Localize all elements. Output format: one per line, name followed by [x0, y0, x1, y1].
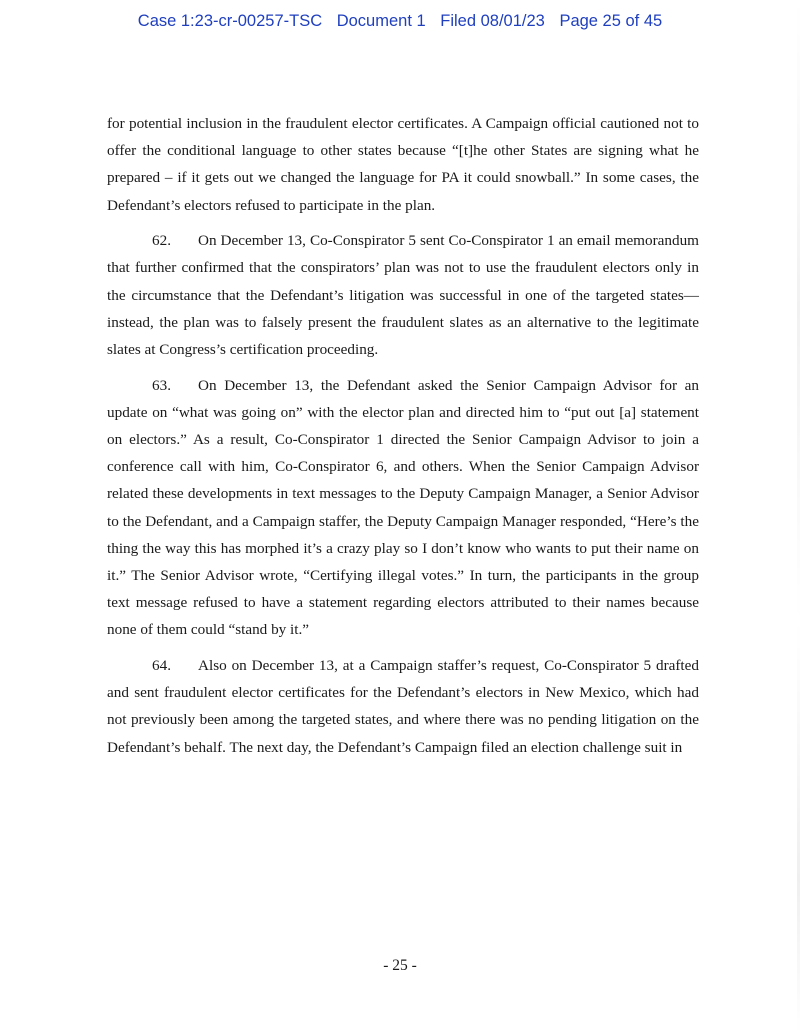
filed-date: Filed 08/01/23 [440, 12, 545, 30]
court-filing-header [0, 12, 800, 31]
paragraph-text: for potential inclusion in the fraudulent elector certificates. A Campaign official cautioned not to offer the conditional language to other states because “[t]he other States are signing what he prepared – if it gets out we changed the language for PA it could snowball.” In some cases, the Defendant’s electors refused to participate in the plan. [107, 115, 699, 214]
paragraph-text: On December 13, Co-Conspirator 5 sent Co-Conspirator 1 an email memorandum that further confirmed that the conspirators’ plan was not to use the fraudulent electors only in the circumstance that the Defendant’s litigation was successful in one of the targeted states—instead, the plan was to falsely present the fraudulent slates as an alternative to the legitimate slates at Congress’s certification proceeding. [107, 232, 699, 359]
document-number: Document 1 [336, 12, 426, 30]
paragraph-text: On December 13, the Defendant asked the Senior Campaign Advisor for an update on “what was going on” with the elector plan and directed him to “put out [a] statement on electors.” As a result, Co-Conspirator 1 directed the Senior Campaign Advisor to join a conference call with him, Co-Conspirator 6, and others. When the Senior Campaign Advisor related these developments in text messages to the Deputy Campaign Manager, a Senior Advisor to the Defendant, and a Campaign staffer, the Deputy Campaign Manager responded, “Here’s the thing the way this has morphed it’s a crazy play so I don’t know who wants to put their name on it.” The Senior Advisor wrote, “Certifying illegal votes.” In turn, the participants in the group text message refused to have a statement regarding electors attributed to their names because none of them could “stand by it.” [107, 376, 699, 639]
paragraph-number: 63. [152, 376, 171, 394]
paragraph-number: 62. [152, 232, 171, 250]
paragraph-63 [107, 372, 699, 644]
paragraph-62 [107, 227, 699, 363]
paragraph-text: Also on December 13, at a Campaign staffer’s request, Co-Conspirator 5 drafted and sent fraudulent elector certificates for the Defendant’s electors in New Mexico, which had not previously been among the targeted states, and where there was no pending litigation on the Defendant’s behalf. The next day, the Defendant’s Campaign filed an election challenge suit in [107, 657, 699, 756]
paragraph-continued [107, 110, 699, 219]
page-indicator: Page 25 of 45 [559, 12, 663, 30]
case-number: Case 1:23-cr-00257-TSC [137, 12, 323, 30]
page-footer-number: - 25 - [383, 957, 417, 974]
paragraph-64 [107, 652, 699, 761]
document-body [107, 110, 699, 769]
paragraph-number: 64. [152, 657, 171, 675]
